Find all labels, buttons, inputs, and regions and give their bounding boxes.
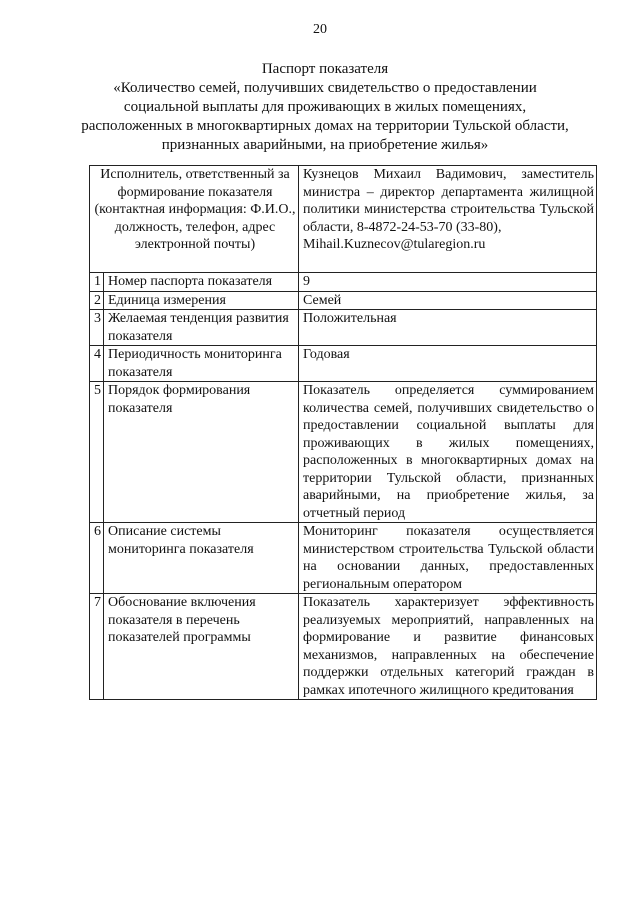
row-number: 3 [90,310,104,346]
table-row [90,291,597,310]
row-number: 4 [90,346,104,382]
table-row [90,310,597,346]
table-row [90,382,597,523]
row-value: Годовая [299,346,597,382]
row-value: Мониторинг показателя осуществляется министерством строительства Тульской области на основании данных, предоставленных региональным оператором [299,523,597,594]
executor-email: Mihail.Kuznecov@tularegion.ru [303,237,486,252]
row-label: Желаемая тенденция развития показателя [104,310,299,346]
row-label: Порядок формирования показателя [104,382,299,523]
passport-title [80,60,570,155]
title-line-2: «Количество семей, получивших свидетельство о предоставлении [113,80,537,96]
title-line-1: Паспорт показателя [261,61,389,77]
table-header-row [90,166,597,273]
row-label: Описание системы мониторинга показателя [104,523,299,594]
executor-value [299,166,597,273]
row-value: Семей [299,291,597,310]
row-number: 7 [90,594,104,700]
title-line-5: признанных аварийными, на приобретение жилья» [161,137,489,153]
executor-label: Исполнитель, ответственный за формирование показателя (контактная информация: Ф.И.О., должность, телефон, адрес электронной почты) [90,166,299,273]
row-number: 5 [90,382,104,523]
row-value: Показатель определяется суммированием количества семей, получивших свидетельство о предоставлении социальной выплаты для проживающих в жилых помещениях, расположенных в многоквартирных домах на территории Тульской области, признанных аварийными, на приобретение жилья, за отчетный период [299,382,597,523]
passport-table [89,165,597,700]
table-row [90,273,597,292]
row-value: Показатель характеризует эффективность реализуемых мероприятий, направленных на формирование и развитие финансовых механизмов, направленных на обеспечение поддержки отдельных категорий граждан в рамках ипотечного жилищного кредитования [299,594,597,700]
executor-contact: Кузнецов Михаил Вадимович, заместитель министра – директор департамента жилищной политики министерства строительства Тульской области, 8-4872-24-53-70 (33-80), [303,167,594,235]
row-value: 9 [299,273,597,292]
row-number: 6 [90,523,104,594]
row-label: Периодичность мониторинга показателя [104,346,299,382]
row-label: Номер паспорта показателя [104,273,299,292]
row-label: Единица измерения [104,291,299,310]
page-number: 20 [313,22,327,37]
title-line-4: расположенных в многоквартирных домах на территории Тульской области, [81,118,569,134]
table-row [90,346,597,382]
table-row [90,594,597,700]
row-label: Обоснование включения показателя в перечень показателей программы [104,594,299,700]
row-number: 2 [90,291,104,310]
table-row [90,523,597,594]
row-number: 1 [90,273,104,292]
row-value: Положительная [299,310,597,346]
title-line-3: социальной выплаты для проживающих в жилых помещениях, [123,99,527,115]
